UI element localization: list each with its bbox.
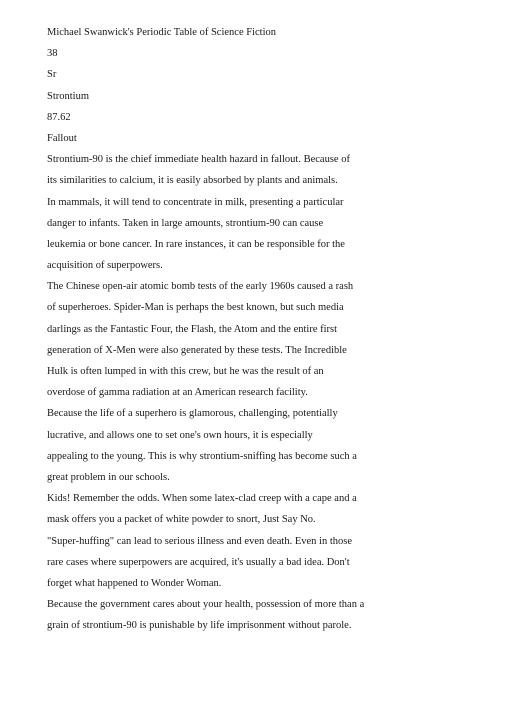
body-line: great problem in our schools.	[47, 471, 170, 483]
body-line: generation of X-Men were also generated by these tests. The Incredible	[47, 344, 347, 356]
body-line: lucrative, and allows one to set one's own hours, it is especially	[47, 429, 313, 441]
body-line: In mammals, it will tend to concentrate in milk, presenting a particular	[47, 196, 344, 208]
body-line: mask offers you a packet of white powder to snort, Just Say No.	[47, 514, 316, 526]
body-line: acquisition of superpowers.	[47, 260, 163, 272]
body-line: "Super-huffing" can lead to serious illness and even death. Even in those	[47, 535, 353, 547]
body-line: danger to infants. Taken in large amounts, strontium-90 can cause	[47, 217, 324, 229]
body-line: Strontium-90 is the chief immediate health hazard in fallout. Because of	[47, 154, 350, 166]
body-line: Because the life of a superhero is glamorous, challenging, potentially	[47, 408, 338, 420]
body-line: The Chinese open-air atomic bomb tests of the early 1960s caused a rash	[47, 281, 354, 293]
story-title: Fallout	[47, 132, 77, 144]
document-header: Michael Swanwick's Periodic Table of Science Fiction	[47, 27, 276, 38]
body-line: of superheroes. Spider-Man is perhaps the best known, but such media	[47, 302, 344, 314]
element-weight: 87.62	[47, 111, 71, 123]
body-line: darlings as the Fantastic Four, the Flash, the Atom and the entire first	[47, 323, 338, 335]
element-symbol: Sr	[47, 69, 57, 81]
body-line: Hulk is often lumped in with this crew, but he was the result of an	[47, 366, 324, 377]
document-page	[47, 22, 487, 636]
body-line: Kids! Remember the odds. When some latex-clad creep with a cape and a	[47, 493, 357, 505]
body-line: overdose of gamma radiation at an American research facility.	[47, 387, 308, 399]
element-number: 38	[47, 48, 58, 60]
body-line: forget what happened to Wonder Woman.	[47, 577, 222, 589]
body-line: its similarities to calcium, it is easily absorbed by plants and animals.	[47, 175, 338, 187]
element-name: Strontium	[47, 90, 90, 102]
body-line: Because the government cares about your health, possession of more than a	[47, 599, 365, 611]
body-line: grain of strontium-90 is punishable by life imprisonment without parole.	[47, 620, 352, 632]
body-line: leukemia or bone cancer. In rare instances, it can be responsible for the	[47, 238, 345, 250]
body-line: rare cases where superpowers are acquired, it's usually a bad idea. Don't	[47, 556, 350, 568]
body-line: appealing to the young. This is why strontium-sniffing has become such a	[47, 450, 357, 462]
